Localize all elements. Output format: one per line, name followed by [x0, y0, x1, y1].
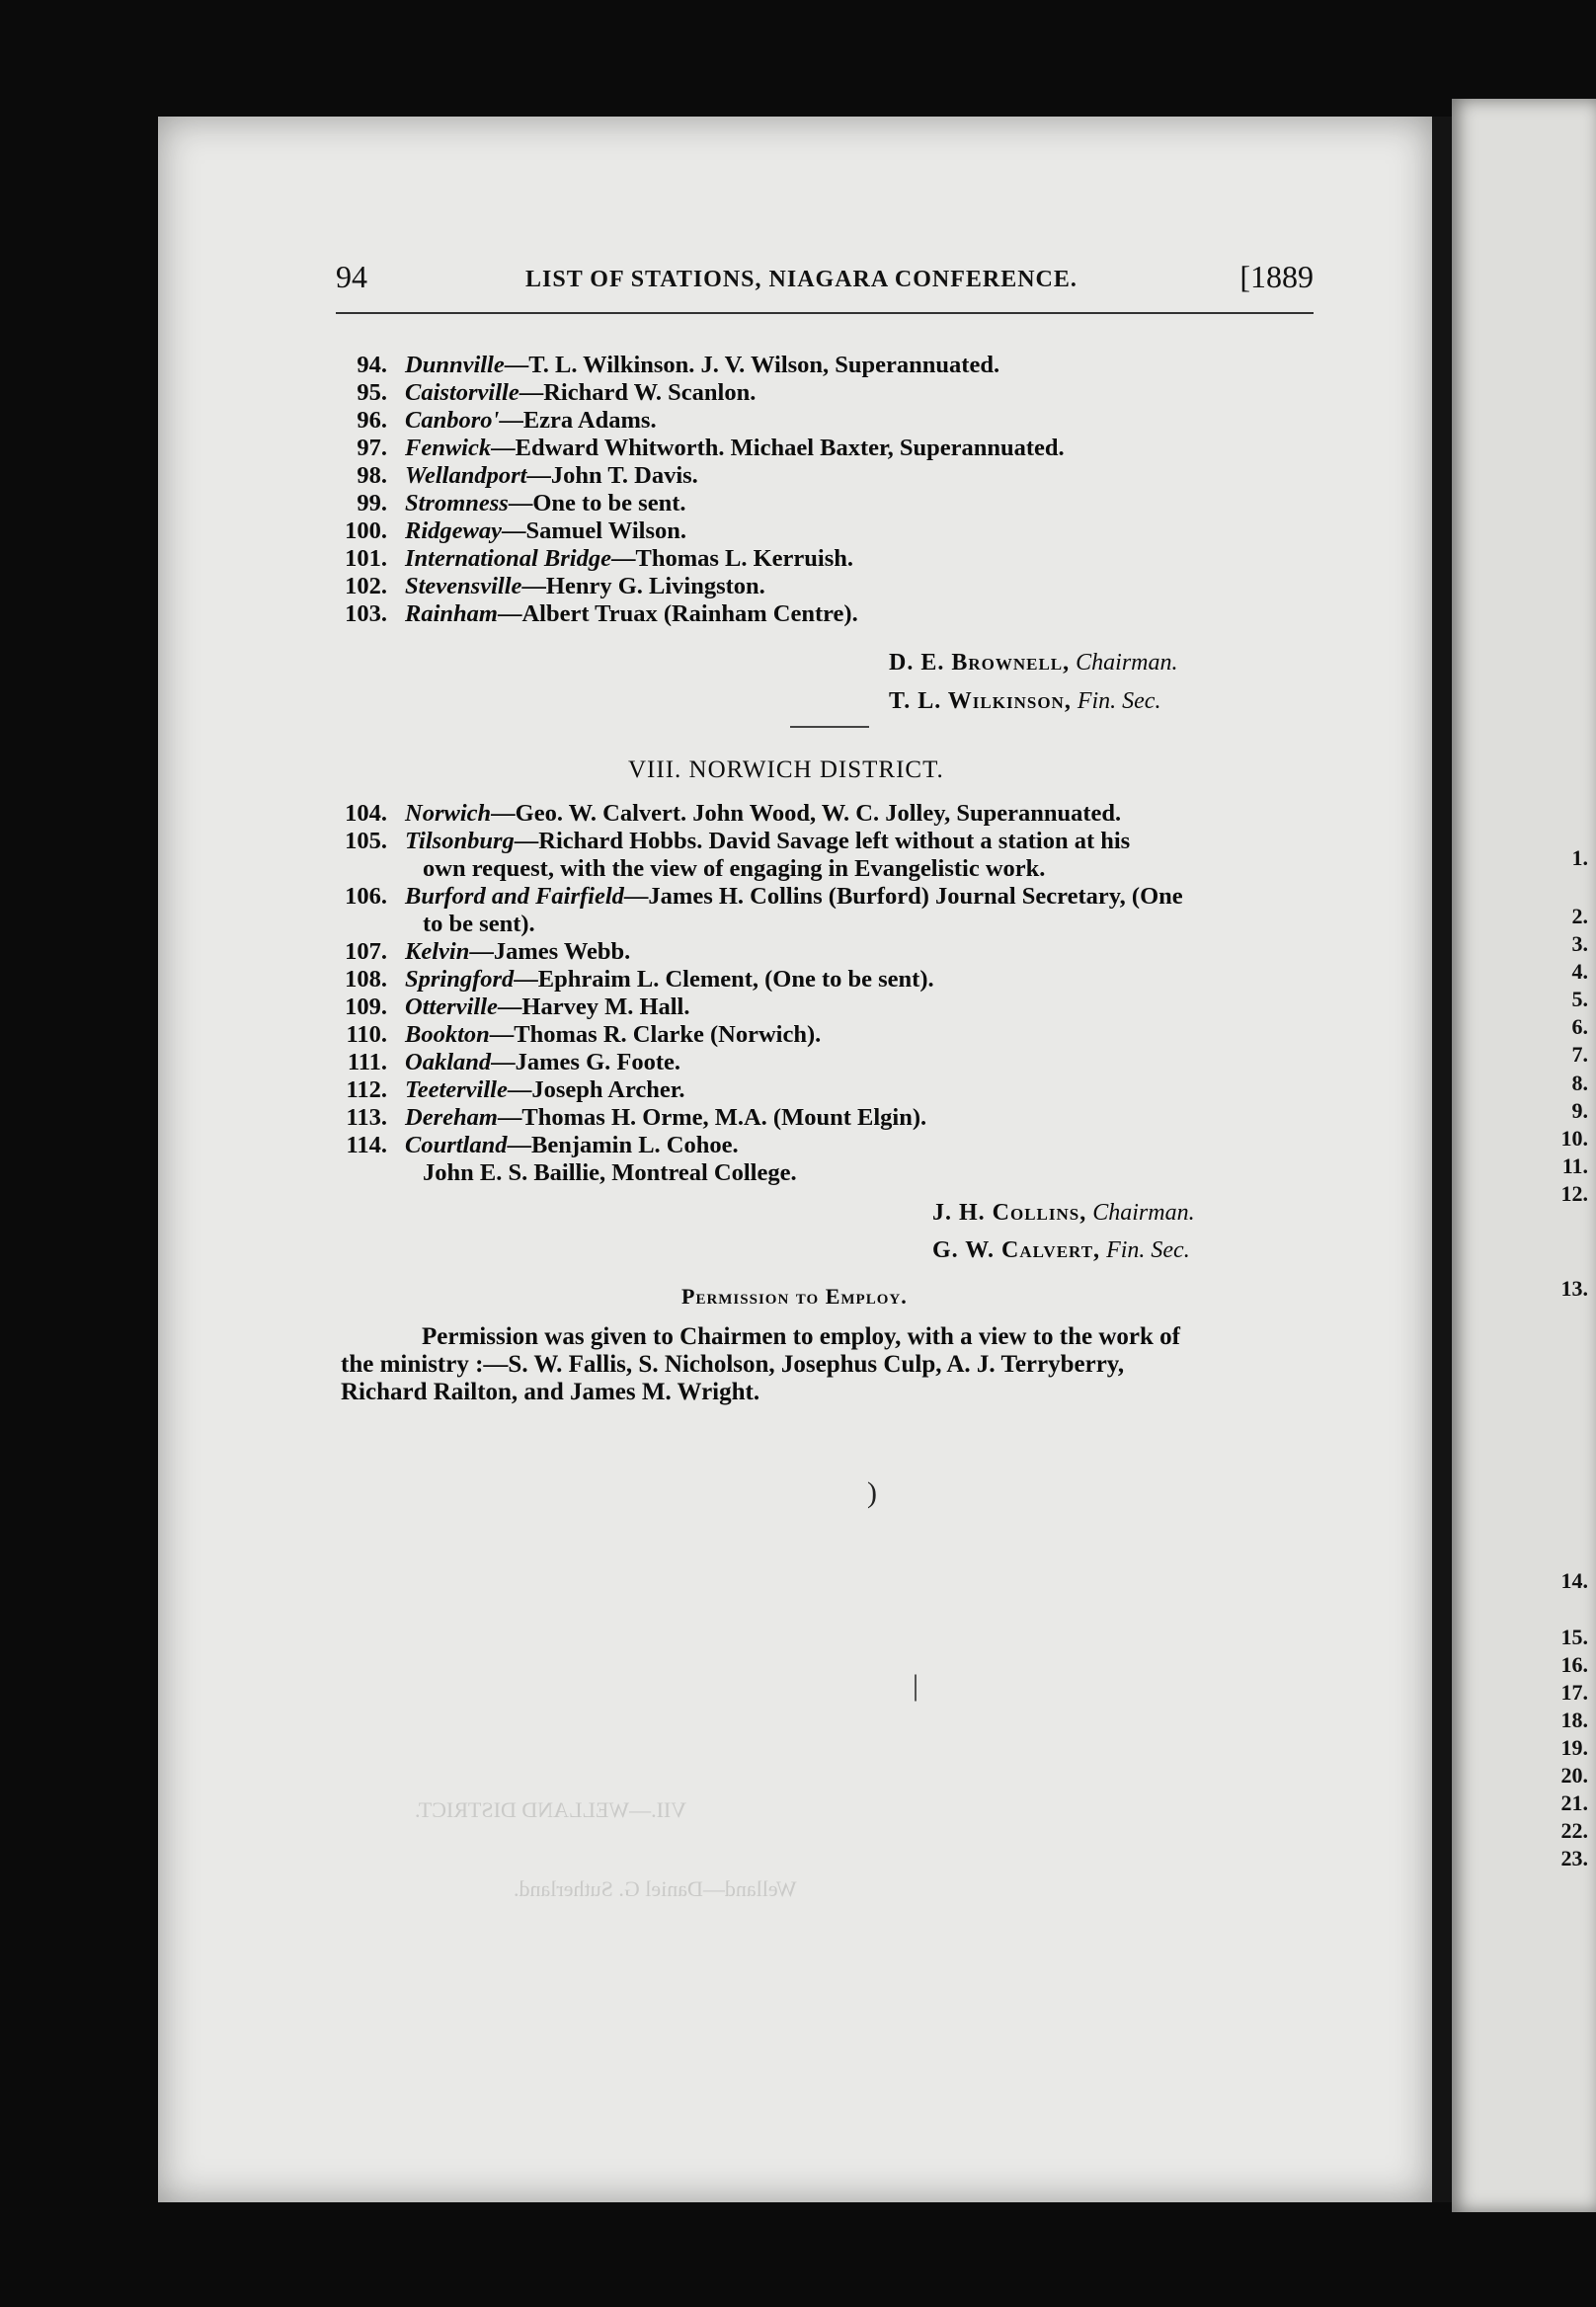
facing-line-number: 20. [1560, 1763, 1588, 1788]
station-text [405, 573, 765, 600]
secretary-name: G. W. Calvert, [932, 1237, 1101, 1263]
station-text [405, 462, 698, 490]
facing-line-number: 4. [1571, 959, 1588, 984]
chairman-name: J. H. Collins, [932, 1200, 1087, 1226]
station-number: 109. [345, 994, 387, 1020]
secretary-title: Fin. Sec. [1077, 688, 1161, 714]
paragraph-line: the ministry :—S. W. Fallis, S. Nicholson, Josephus Culp, A. J. Terryberry, [341, 1351, 1125, 1378]
station-place: Tilsonburg [405, 828, 515, 854]
welland-secretary-signature [889, 688, 1160, 715]
station-assignment: —Thomas L. Kerruish. [610, 545, 854, 572]
station-place: Stromness [405, 490, 509, 517]
facing-line-number: 13. [1560, 1276, 1588, 1301]
station-text [405, 1076, 685, 1104]
station-number: 97. [357, 435, 387, 461]
bleed-through-text: Welland—Daniel G. Sutherland. [514, 1876, 797, 1901]
station-assignment: John E. S. Baillie, Montreal College. [423, 1159, 797, 1186]
station-number: 99. [357, 490, 387, 517]
station-entry [336, 1104, 1314, 1132]
station-entry [336, 1159, 1314, 1187]
station-text [405, 828, 1130, 855]
facing-line-number: 5. [1571, 987, 1588, 1011]
facing-line-number: 6. [1571, 1014, 1588, 1039]
station-place: International Bridge [405, 545, 611, 572]
facing-line-number: 14. [1560, 1568, 1588, 1593]
station-place: Bookton [405, 1021, 490, 1048]
facing-line-number: 16. [1560, 1652, 1588, 1677]
station-entry [336, 994, 1314, 1021]
station-place: Norwich [405, 800, 492, 827]
facing-line-number: 3. [1571, 931, 1588, 956]
station-place: Ridgeway [405, 517, 502, 544]
facing-line-number: 12. [1560, 1181, 1588, 1206]
station-entry [336, 462, 1314, 490]
station-number: 103. [345, 600, 387, 627]
station-place: Dunnville [405, 352, 505, 378]
station-place: Oakland [405, 1049, 492, 1075]
station-text [405, 883, 1183, 911]
page-year: [1889 [1239, 259, 1314, 294]
header-rule [336, 312, 1314, 314]
norwich-district-heading: VIII. NORWICH DISTRICT. [628, 756, 944, 783]
ink-mark: ) [867, 1476, 877, 1509]
station-text [405, 800, 1121, 828]
station-number: 114. [346, 1132, 387, 1158]
station-number: 110. [346, 1021, 387, 1048]
station-assignment: —Thomas H. Orme, M.A. (Mount Elgin). [497, 1104, 927, 1131]
facing-line-number: 1. [1571, 845, 1588, 870]
station-assignment: —Samuel Wilson. [502, 517, 686, 544]
section-divider [790, 726, 869, 728]
station-assignment: own request, with the view of engaging in Evangelistic work. [423, 855, 1046, 882]
station-place: Stevensville [405, 573, 522, 599]
station-entry [336, 938, 1314, 966]
station-entry [336, 1076, 1314, 1104]
paragraph-line: Permission was given to Chairmen to employ, with a view to the work of [422, 1323, 1180, 1350]
station-text [423, 911, 535, 938]
station-number: 102. [345, 573, 387, 599]
book-gutter [1432, 117, 1452, 2202]
station-entry [336, 600, 1314, 628]
facing-line-number: 17. [1560, 1680, 1588, 1705]
station-assignment: —Albert Truax (Rainham Centre). [497, 600, 858, 627]
station-text [405, 938, 630, 966]
station-text [405, 435, 1065, 462]
station-assignment: —Geo. W. Calvert. John Wood, W. C. Jolley, Superannuated. [491, 800, 1122, 827]
station-text [423, 855, 1045, 883]
station-number: 113. [346, 1104, 387, 1131]
station-entry [336, 573, 1314, 600]
station-assignment: —Richard W. Scanlon. [519, 379, 757, 406]
ink-mark: | [913, 1669, 919, 1702]
station-text [405, 490, 686, 517]
station-number: 94. [357, 352, 387, 378]
facing-line-number: 2. [1571, 904, 1588, 928]
station-text [405, 1104, 926, 1132]
station-place: Burford and Fairfield [405, 883, 624, 910]
station-assignment: —Thomas R. Clarke (Norwich). [489, 1021, 822, 1048]
norwich-entries [336, 800, 1314, 1187]
station-text [405, 379, 756, 407]
station-place: Springford [405, 966, 515, 993]
station-entry [336, 800, 1314, 828]
station-assignment: —Henry G. Livingston. [521, 573, 765, 599]
station-assignment: to be sent). [423, 911, 535, 937]
facing-line-number: 9. [1571, 1098, 1588, 1123]
facing-line-number: 8. [1571, 1071, 1588, 1095]
welland-entries [336, 352, 1314, 628]
norwich-chairman-signature [932, 1200, 1195, 1227]
station-entry [336, 911, 1314, 938]
station-entry [336, 379, 1314, 407]
facing-line-number: 22. [1560, 1818, 1588, 1843]
station-text [405, 407, 657, 435]
station-text [423, 1159, 797, 1187]
station-entry [336, 352, 1314, 379]
station-place: Dereham [405, 1104, 498, 1131]
station-entry [336, 1132, 1314, 1159]
station-text [405, 545, 853, 573]
station-number: 95. [357, 379, 387, 406]
station-entry [336, 1021, 1314, 1049]
station-number: 112. [346, 1076, 387, 1103]
station-place: Canboro' [405, 407, 500, 434]
paragraph-line: Richard Railton, and James M. Wright. [341, 1379, 760, 1405]
station-place: Fenwick [405, 435, 492, 461]
facing-line-number: 19. [1560, 1735, 1588, 1760]
chairman-title: Chairman. [1092, 1200, 1195, 1226]
station-number: 111. [347, 1049, 387, 1075]
station-place: Otterville [405, 994, 498, 1020]
norwich-secretary-signature [932, 1237, 1190, 1264]
station-text [405, 517, 686, 545]
facing-line-number: 10. [1560, 1126, 1588, 1151]
station-entry [336, 545, 1314, 573]
station-entry [336, 407, 1314, 435]
station-assignment: —Harvey M. Hall. [497, 994, 690, 1020]
station-assignment: —James H. Collins (Burford) Journal Secretary, (One [623, 883, 1183, 910]
station-place: Courtland [405, 1132, 508, 1158]
station-assignment: —Richard Hobbs. David Savage left without a station at his [514, 828, 1131, 854]
running-head [336, 259, 1314, 302]
chairman-name: D. E. Brownell, [889, 650, 1071, 676]
station-assignment: —James G. Foote. [491, 1049, 681, 1075]
station-number: 96. [357, 407, 387, 434]
facing-line-number: 23. [1560, 1846, 1588, 1870]
station-assignment: —Ezra Adams. [499, 407, 657, 434]
station-place: Wellandport [405, 462, 527, 489]
station-place: Kelvin [405, 938, 470, 965]
facing-line-number: 18. [1560, 1708, 1588, 1732]
facing-line-number: 11. [1561, 1154, 1588, 1178]
station-number: 107. [345, 938, 387, 965]
bleed-through-text: VII.—WELLAND DISTRICT. [415, 1797, 687, 1822]
chairman-title: Chairman. [1076, 650, 1178, 676]
station-place: Caistorville [405, 379, 519, 406]
station-text [405, 1132, 739, 1159]
station-number: 100. [345, 517, 387, 544]
station-text [405, 994, 690, 1021]
station-number: 98. [357, 462, 387, 489]
station-assignment: —John T. Davis. [526, 462, 698, 489]
station-number: 101. [345, 545, 387, 572]
station-entry [336, 883, 1314, 911]
permission-heading: Permission to Employ. [681, 1284, 908, 1309]
station-text [405, 600, 858, 628]
station-text [405, 966, 934, 994]
page-title: LIST OF STATIONS, NIAGARA CONFERENCE. [525, 267, 1077, 292]
station-assignment: —Ephraim L. Clement, (One to be sent). [514, 966, 934, 993]
station-entry [336, 828, 1314, 855]
station-entry [336, 490, 1314, 517]
station-assignment: —Benjamin L. Cohoe. [507, 1132, 739, 1158]
facing-line-number: 15. [1560, 1625, 1588, 1649]
station-entry [336, 855, 1314, 883]
facing-line-number: 7. [1571, 1042, 1588, 1067]
secretary-name: T. L. Wilkinson, [889, 688, 1072, 714]
station-number: 105. [345, 828, 387, 854]
station-entry [336, 517, 1314, 545]
station-assignment: —T. L. Wilkinson. J. V. Wilson, Superannuated. [504, 352, 1000, 378]
secretary-title: Fin. Sec. [1106, 1237, 1190, 1263]
station-assignment: —James Webb. [469, 938, 631, 965]
station-text [405, 1021, 821, 1049]
station-entry [336, 966, 1314, 994]
station-number: 108. [345, 966, 387, 993]
station-entry [336, 435, 1314, 462]
station-assignment: —One to be sent. [508, 490, 686, 517]
permission-paragraph [341, 1323, 1314, 1406]
station-number: 104. [345, 800, 387, 827]
page-number: 94 [336, 259, 367, 294]
station-entry [336, 1049, 1314, 1076]
station-number: 106. [345, 883, 387, 910]
facing-line-number: 21. [1560, 1790, 1588, 1815]
station-text [405, 352, 999, 379]
station-assignment: —Joseph Archer. [507, 1076, 685, 1103]
station-text [405, 1049, 680, 1076]
station-place: Rainham [405, 600, 498, 627]
station-assignment: —Edward Whitworth. Michael Baxter, Superannuated. [491, 435, 1065, 461]
station-place: Teeterville [405, 1076, 508, 1103]
welland-chairman-signature [889, 650, 1178, 676]
